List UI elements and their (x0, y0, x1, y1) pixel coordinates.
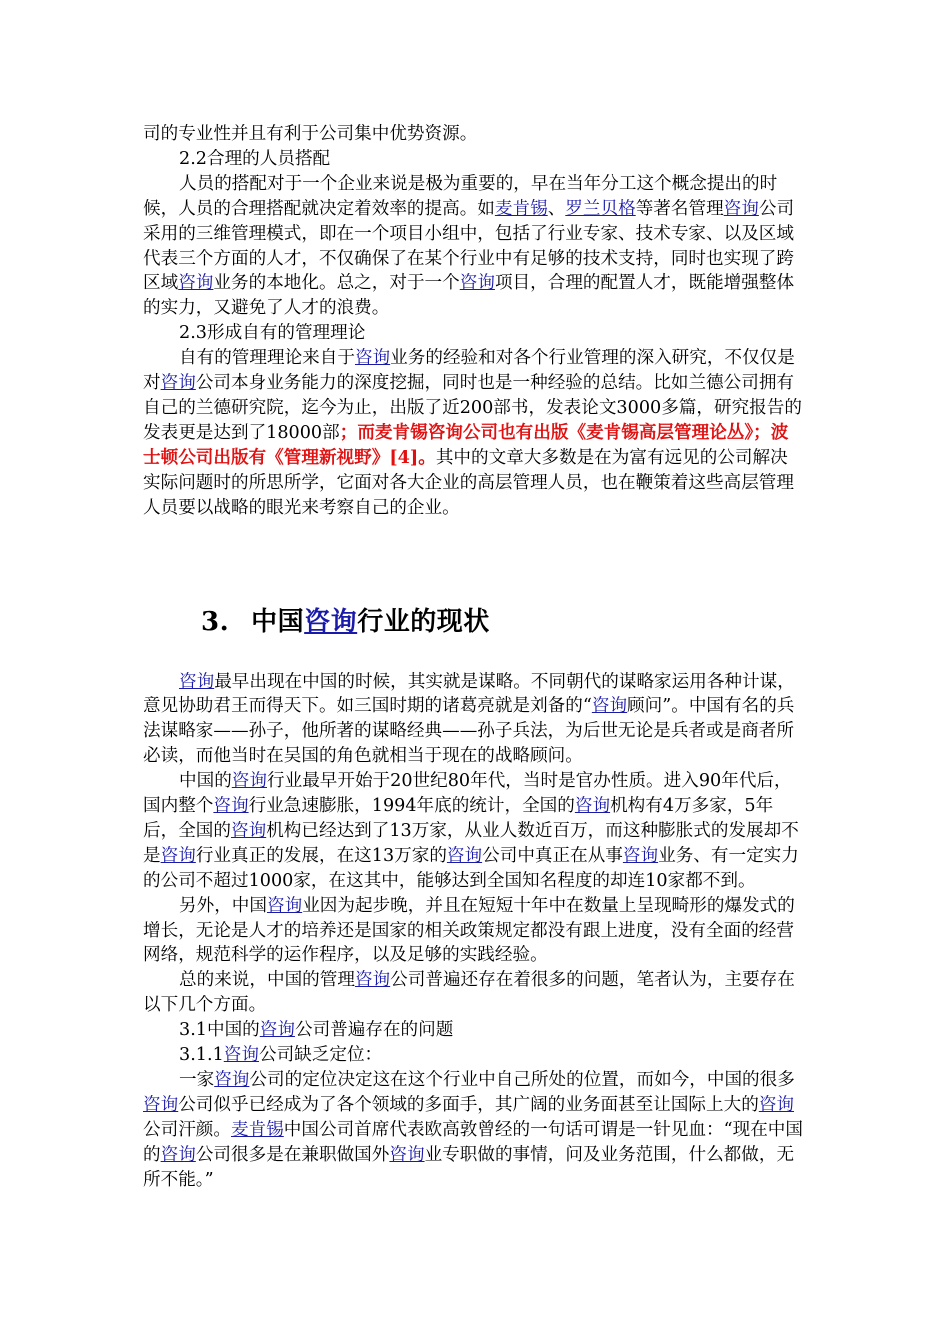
section-2-2-title: 2.2合理的人员搭配 (179, 148, 331, 169)
link-consulting[interactable]: 咨询 (160, 845, 196, 866)
link-consulting[interactable]: 咨询 (446, 845, 483, 866)
link-consulting[interactable]: 咨询 (223, 1045, 259, 1066)
link-mckinsey[interactable]: 麦肯锡 (494, 198, 548, 219)
link-consulting[interactable]: 咨询 (214, 1070, 250, 1090)
link-consulting[interactable]: 咨询 (160, 1144, 196, 1165)
link-consulting[interactable]: 咨询 (622, 845, 659, 866)
section-3-1-title: 3.1中国的咨询公司普遍存在的问题 (179, 1020, 454, 1041)
highlighted-text: ；而麦肯锡咨询公司也有出版《麦肯锡高层管理论丛》；波士顿公司出版有《管理新视野》[4]。 (143, 421, 789, 468)
paragraph-development: 中国的咨询行业最早开始于20世纪80年代，当时是官办性质。进入90年代后，国内整个咨询行业急速膨胀，1994年底的统计，全国的咨询机构有4万多家，5年后，全国的咨询机构已经达到了13万家，从业人数近百万，而这种膨胀式的发展却不是咨询行业真正的发展，在这13万家的咨询公司中真正在从事咨询业务、有一定实力的公司不超过1000家，在这其中，能够达到全国知名程度的却连10家都不到。 (143, 771, 799, 891)
spacer (143, 640, 805, 670)
chapter-3-heading: 3. 中国咨询行业的现状 (201, 606, 490, 637)
link-consulting[interactable]: 咨询 (266, 895, 303, 916)
link-mckinsey[interactable]: 麦肯锡 (230, 1119, 284, 1140)
link-consulting[interactable]: 咨询 (230, 820, 267, 841)
paragraph-continuation: 司的专业性并且有利于公司集中优势资源。 (143, 124, 478, 144)
link-roland-berger[interactable]: 罗兰贝格 (565, 198, 636, 219)
link-consulting[interactable]: 咨询 (178, 273, 214, 294)
link-consulting[interactable]: 咨询 (160, 373, 196, 394)
link-consulting[interactable]: 咨询 (354, 348, 391, 369)
link-consulting[interactable]: 咨询 (591, 696, 628, 717)
paragraph-growth: 另外，中国咨询业因为起步晚，并且在短短十年中在数量上呈现畸形的爆发式的增长，无论是人才的培养还是国家的相关政策规定都没有跟上进度，没有全面的经营网络，规范科学的运作程序，以及足够的实践经验。 (143, 895, 795, 966)
link-consulting[interactable]: 咨询 (354, 970, 391, 991)
section-2-2-paragraph: 人员的搭配对于一个企业来说是极为重要的，早在当年分工这个概念提出的时候，人员的合理搭配就决定着效率的提高。如麦肯锡、罗兰贝格等著名管理咨询公司采用的三维管理模式，即在一个项目小组中，包括了行业专家、技术专家、以及区域代表三个方面的人才，不仅确保了在某个行业中有足够的技术支持，同时也实现了跨区域咨询业务的本地化。总之，对于一个咨询项目，合理的配置人才，既能增强整体的实力，又避免了人才的浪费。 (143, 173, 795, 319)
link-consulting[interactable]: 咨询 (389, 1144, 425, 1165)
paragraph-summary: 总的来说，中国的管理咨询公司普遍还存在着很多的问题，笔者认为，主要存在以下几个方面。 (143, 970, 795, 1016)
section-3-1-1-title: 3.1.1咨询公司缺乏定位： (179, 1045, 383, 1066)
link-consulting[interactable]: 咨询 (574, 796, 611, 817)
link-consulting[interactable]: 咨询 (179, 671, 215, 692)
link-consulting[interactable]: 咨询 (231, 771, 267, 792)
section-2-3-paragraph: 自有的管理理论来自于咨询业务的经验和对各个行业管理的深入研究，不仅仅是对咨询公司本身业务能力的深度挖掘，同时也是一种经验的总结。比如兰德公司拥有自己的兰德研究院，迄今为止，出版了近200部书，发表论文3000多篇，研究报告的发表更是达到了18000部；而麦肯锡咨询公司也有出版《麦肯锡高层管理论丛》；波士顿公司出版有《管理新视野》[4]。其中的文章大多数是在为富有远见的公司解决实际问题时的所思所学，它面对各大企业的高层管理人员，也在鞭策着这些高层管理人员要以战略的眼光来考察自己的企业。 (143, 348, 802, 518)
spacer (143, 521, 805, 604)
paragraph-positioning: 一家咨询公司的定位决定这在这个行业中自己所处的位置，而如今，中国的很多咨询公司似乎已经成为了各个领域的多面手，其广阔的业务面甚至让国际上大的咨询公司汗颜。麦肯锡中国公司首席代表欧高敦曾经的一句话可谓是一针见血：“现在中国的咨询公司很多是在兼职做国外咨询业专职做的事情，问及业务范围，什么都做，无所不能。” (143, 1070, 803, 1190)
document-body (143, 122, 805, 1193)
link-consulting[interactable]: 咨询 (758, 1094, 795, 1115)
section-2-3-title: 2.3形成自有的管理理论 (179, 323, 366, 344)
link-consulting[interactable]: 咨询 (259, 1020, 295, 1041)
link-consulting[interactable]: 咨询 (213, 796, 249, 817)
link-consulting[interactable]: 咨询 (143, 1094, 179, 1115)
link-consulting[interactable]: 咨询 (459, 273, 495, 294)
link-consulting[interactable]: 咨询 (723, 198, 759, 219)
link-consulting[interactable]: 咨询 (304, 606, 358, 637)
paragraph-history: 咨询最早出现在中国的时候，其实就是谋略。不同朝代的谋略家运用各种计谋，意见协助君王而得天下。如三国时期的诸葛亮就是刘备的“咨询顾问”。中国有名的兵法谋略家——孙子，他所著的谋略经典——孙子兵法，为后世无论是兵者或是商者所必读，而他当时在吴国的角色就相当于现在的战略顾问。 (143, 671, 795, 767)
